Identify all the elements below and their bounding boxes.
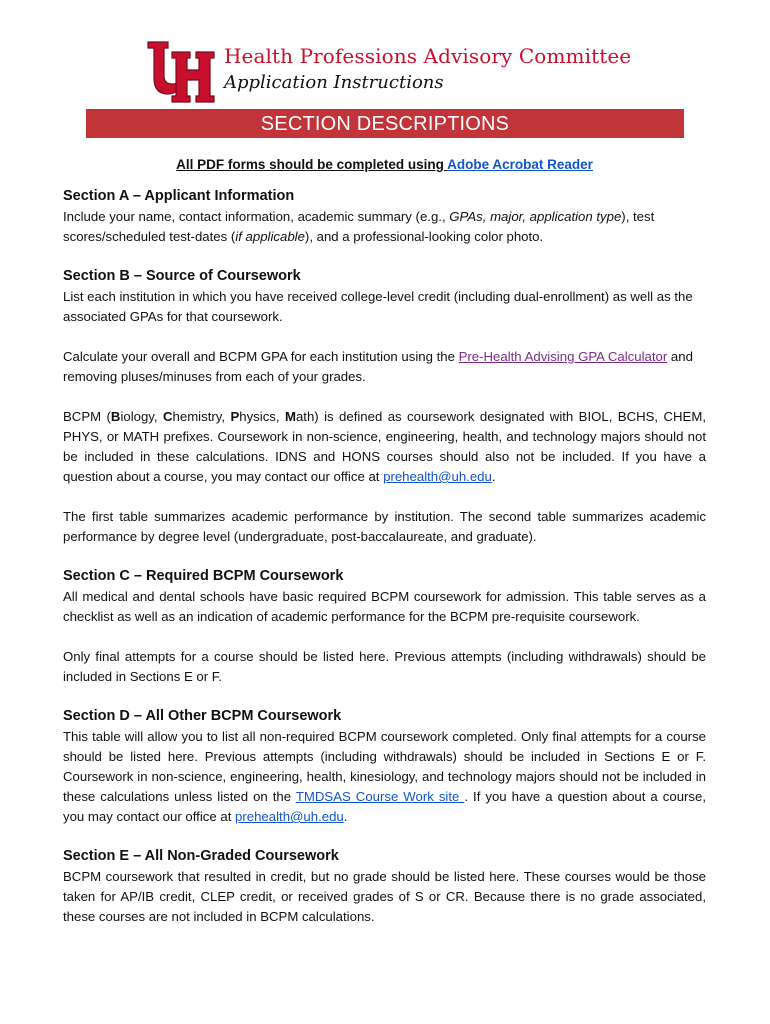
intro-line: [63, 155, 706, 175]
section-b-paragraph-1: List each institution in which you have received college-level credit (including dual-enrollment) as well as the associated GPAs for that coursework.: [63, 289, 693, 324]
section-a-emphasis-2: if applicable: [235, 229, 305, 244]
section-a-text-1: Include your name, contact information, academic summary (e.g.,: [63, 209, 450, 224]
document-body: [63, 155, 706, 927]
section-b-p2-text-2: and removing pluses/minuses from each of your grades.: [63, 349, 693, 384]
section-d-paragraph: [63, 727, 706, 827]
tmdsas-coursework-link[interactable]: TMDSAS Course Work site: [295, 789, 465, 804]
org-title: Health Professions Advisory Committee: [224, 44, 632, 68]
bcpm-end: .: [491, 469, 496, 484]
prehealth-email-link[interactable]: prehealth@uh.edu: [383, 469, 492, 484]
uh-logo: [146, 40, 216, 104]
bcpm-text-1: iology,: [120, 409, 163, 424]
section-b-p2-text-1: Calculate your overall and BCPM GPA for each institution using the: [63, 349, 459, 364]
section-a-emphasis-1: GPAs, major, application type: [449, 209, 622, 224]
section-b-paragraph-2: [63, 347, 706, 387]
bcpm-letter-b: B: [110, 409, 121, 424]
bcpm-text-4: ath) is defined as coursework designated with BIOL, BCHS, CHEM, PHYS, or MATH prefixes. Coursework in non-science, engineering, health, and technology majors should not be included in these calculations. IDNS and HONS courses should also not be included. If you have a question about a course, you may contact our office at: [63, 409, 706, 484]
section-banner: SECTION DESCRIPTIONS: [86, 109, 684, 138]
section-d-text-1: This table will allow you to list all non-required BCPM coursework completed. Only final attempts for a course should be listed here. Previous attempts (including withdrawals) should be included in Sections E or F. Coursework in non-science, engineering, health, kinesiology, and technology majors should not be included in these calculations unless listed on the: [63, 729, 706, 804]
section-c-heading: Section C – Required BCPM Coursework: [63, 568, 344, 584]
adobe-reader-link[interactable]: Adobe Acrobat Reader: [447, 157, 593, 172]
section-d-heading: Section D – All Other BCPM Coursework: [63, 708, 342, 724]
intro-text: All PDF forms should be completed using: [176, 157, 448, 172]
section-a-heading: Section A – Applicant Information: [63, 188, 295, 204]
section-c: [63, 565, 706, 687]
section-d-text-2: . If you have a question about a course, you may contact our office at: [63, 789, 707, 824]
section-a: [63, 185, 706, 247]
section-c-paragraph-2: Only final attempts for a course should be listed here. Previous attempts (including withdrawals) should be included in Sections E or F.: [63, 649, 706, 684]
section-b-heading: Section B – Source of Coursework: [63, 268, 301, 284]
section-b-paragraph-4: The first table summarizes academic performance by institution. The second table summarizes academic performance by degree level (undergraduate, post-baccalaureate, and graduate).: [63, 509, 706, 544]
section-b-paragraph-3: [63, 407, 706, 487]
section-e: [63, 845, 706, 927]
section-a-paragraph: [63, 207, 706, 247]
section-d: [63, 705, 706, 827]
section-d-end: .: [343, 809, 348, 824]
document-subtitle: Application Instructions: [224, 72, 444, 93]
section-e-heading: Section E – All Non-Graded Coursework: [63, 848, 339, 864]
section-a-text-2: ), test scores/scheduled test-dates (: [63, 209, 655, 244]
gpa-calculator-link[interactable]: Pre-Health Advising GPA Calculator: [458, 349, 668, 364]
prehealth-email-link-2[interactable]: prehealth@uh.edu: [235, 809, 344, 824]
section-e-paragraph: BCPM coursework that resulted in credit, but no grade should be listed here. These courses would be those taken for AP/IB credit, CLEP credit, or received grades of S or CR. Because there is no grade associated, these courses are not included in BCPM calculations.: [63, 869, 706, 924]
bcpm-letter-p: P: [230, 409, 240, 424]
section-c-paragraph-1: All medical and dental schools have basic required BCPM coursework for admission. This table serves as a checklist as well as an indication of academic performance for the BCPM pre-requisite coursework.: [63, 589, 706, 624]
bcpm-text-2: hemistry,: [172, 409, 231, 424]
bcpm-prefix: BCPM (: [63, 409, 111, 424]
document-header: [146, 40, 686, 106]
bcpm-letter-c: C: [163, 409, 173, 424]
bcpm-text-3: hysics,: [239, 409, 285, 424]
bcpm-letter-m: M: [284, 409, 296, 424]
section-b: [63, 265, 706, 547]
section-a-text-3: ), and a professional-looking color photo.: [304, 229, 544, 244]
